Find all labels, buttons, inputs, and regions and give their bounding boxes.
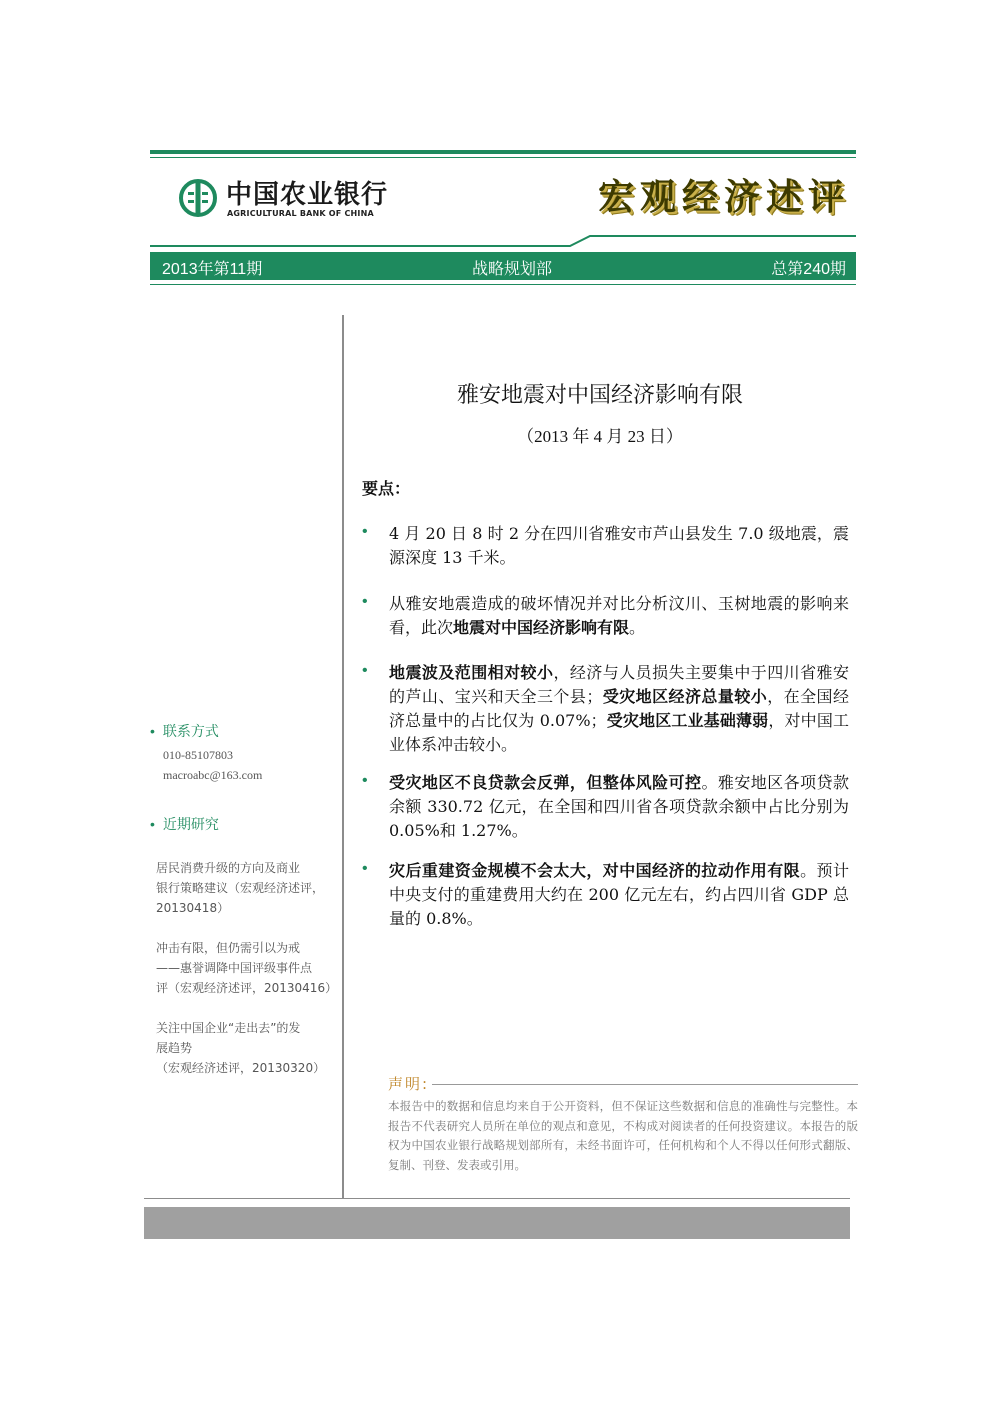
bullet-icon: • (362, 523, 368, 540)
footer-rule (144, 1198, 850, 1199)
contact-heading: • 联系方式 (150, 723, 219, 739)
bank-logo-icon (178, 178, 218, 218)
document-title: 雅安地震对中国经济影响有限 (456, 383, 743, 408)
issue-band (150, 252, 856, 280)
emphasis-text: 受灾地区经济总量较小 (602, 687, 768, 706)
bullet-icon: • (150, 723, 155, 739)
department-name: 战略规划部 (472, 261, 553, 278)
footer-bar (144, 1207, 850, 1239)
body-text: ，在全国经济总量中的占比仅为 0.07%； (389, 687, 849, 730)
research-item[interactable]: 关注中国企业“走出去”的发 展趋势 （宏观经济述评，20130320） (156, 1021, 326, 1075)
issue-number: 2013年第11期 (162, 261, 263, 278)
contact-email[interactable]: macroabc@163.com (163, 768, 263, 782)
body-text: 。 (629, 618, 646, 637)
body-text: ，对中国工业体系冲击较小。 (389, 711, 849, 754)
band-under-rule (150, 284, 856, 285)
emphasis-text: 受灾地区工业基础薄弱 (606, 711, 769, 730)
bullet-icon: • (362, 593, 368, 610)
contact-phone: 010-85107803 (163, 748, 233, 762)
keypoint-item (362, 859, 852, 931)
body-text: 从雅安地震造成的破坏情况并对比分析汶川、玉树地震的影响来看，此次 (389, 594, 849, 637)
keypoint-text (389, 859, 849, 931)
research-item[interactable]: 冲击有限，但仍需引以为戒 ——惠誉调降中国评级事件点 评（宏观经济述评，20130416） (156, 941, 338, 995)
emphasis-text: 灾后重建资金规模不会太大，对中国经济的拉动作用有限 (389, 861, 801, 880)
emphasis-text: 地震波及范围相对较小 (389, 663, 554, 682)
research-heading: • 近期研究 (150, 816, 219, 832)
bullet-icon: • (362, 860, 368, 877)
disclaimer-title: 声明: (388, 1075, 430, 1093)
bank-name-en: AGRICULTURAL BANK OF CHINA (227, 209, 374, 218)
publication-title: 宏观经济述评 (598, 177, 851, 218)
bank-name-cn: 中国农业银行 (226, 180, 389, 210)
header-top-rule (150, 150, 856, 154)
body-text: 4 月 20 日 8 时 2 分在四川省雅安市芦山县发生 7.0 级地震，震源深度 13 千米。 (389, 524, 849, 567)
keypoint-text (389, 771, 849, 843)
emphasis-text: 地震对中国经济影响有限 (453, 618, 630, 637)
disclaimer-rule (432, 1084, 858, 1085)
body-text: 。雅安地区各项贷款余额 330.72 亿元，在全国和四川省各项贷款余额中占比分别为 0.05%和 1.27%。 (389, 773, 849, 840)
body-text: ，经济与人员损失主要集中于四川省雅安的芦山、宝兴和天全三个县； (389, 663, 849, 706)
keypoints-label: 要点： (362, 479, 411, 498)
keypoint-item (362, 592, 852, 640)
body-text: 。预计中央支付的重建费用大约在 200 亿元左右，约占四川省 GDP 总量的 0.8%。 (389, 861, 849, 928)
total-issue-number: 总第240期 (771, 261, 846, 278)
keypoint-text (389, 592, 849, 640)
keypoint-item (362, 661, 852, 757)
column-divider (342, 315, 344, 1199)
keypoint-item (362, 522, 852, 570)
emphasis-text: 受灾地区不良贷款会反弹，但整体风险可控 (389, 773, 702, 792)
header-step-divider (150, 230, 856, 254)
keypoint-item (362, 771, 852, 843)
disclaimer-body: 本报告中的数据和信息均来自于公开资料，但不保证这些数据和信息的准确性与完整性。本报告不代表研究人员所在单位的观点和意见，不构成对阅读者的任何投资建议。本报告的版权为中国农业银行战略规划部所有，未经书面许可，任何机构和个人不得以任何形式翻版、复制、刊登、发表或引用。 (388, 1099, 858, 1172)
bullet-icon: • (362, 662, 368, 679)
bullet-icon: • (150, 816, 155, 832)
keypoint-text (389, 522, 849, 570)
document-date: （2013 年 4 月 23 日） (517, 427, 683, 446)
research-item[interactable]: 居民消费升级的方向及商业 银行策略建议（宏观经济述评， 20130418） (156, 861, 325, 915)
keypoint-text (389, 661, 849, 757)
header-top-thin-rule (150, 157, 856, 158)
bullet-icon: • (362, 772, 368, 789)
